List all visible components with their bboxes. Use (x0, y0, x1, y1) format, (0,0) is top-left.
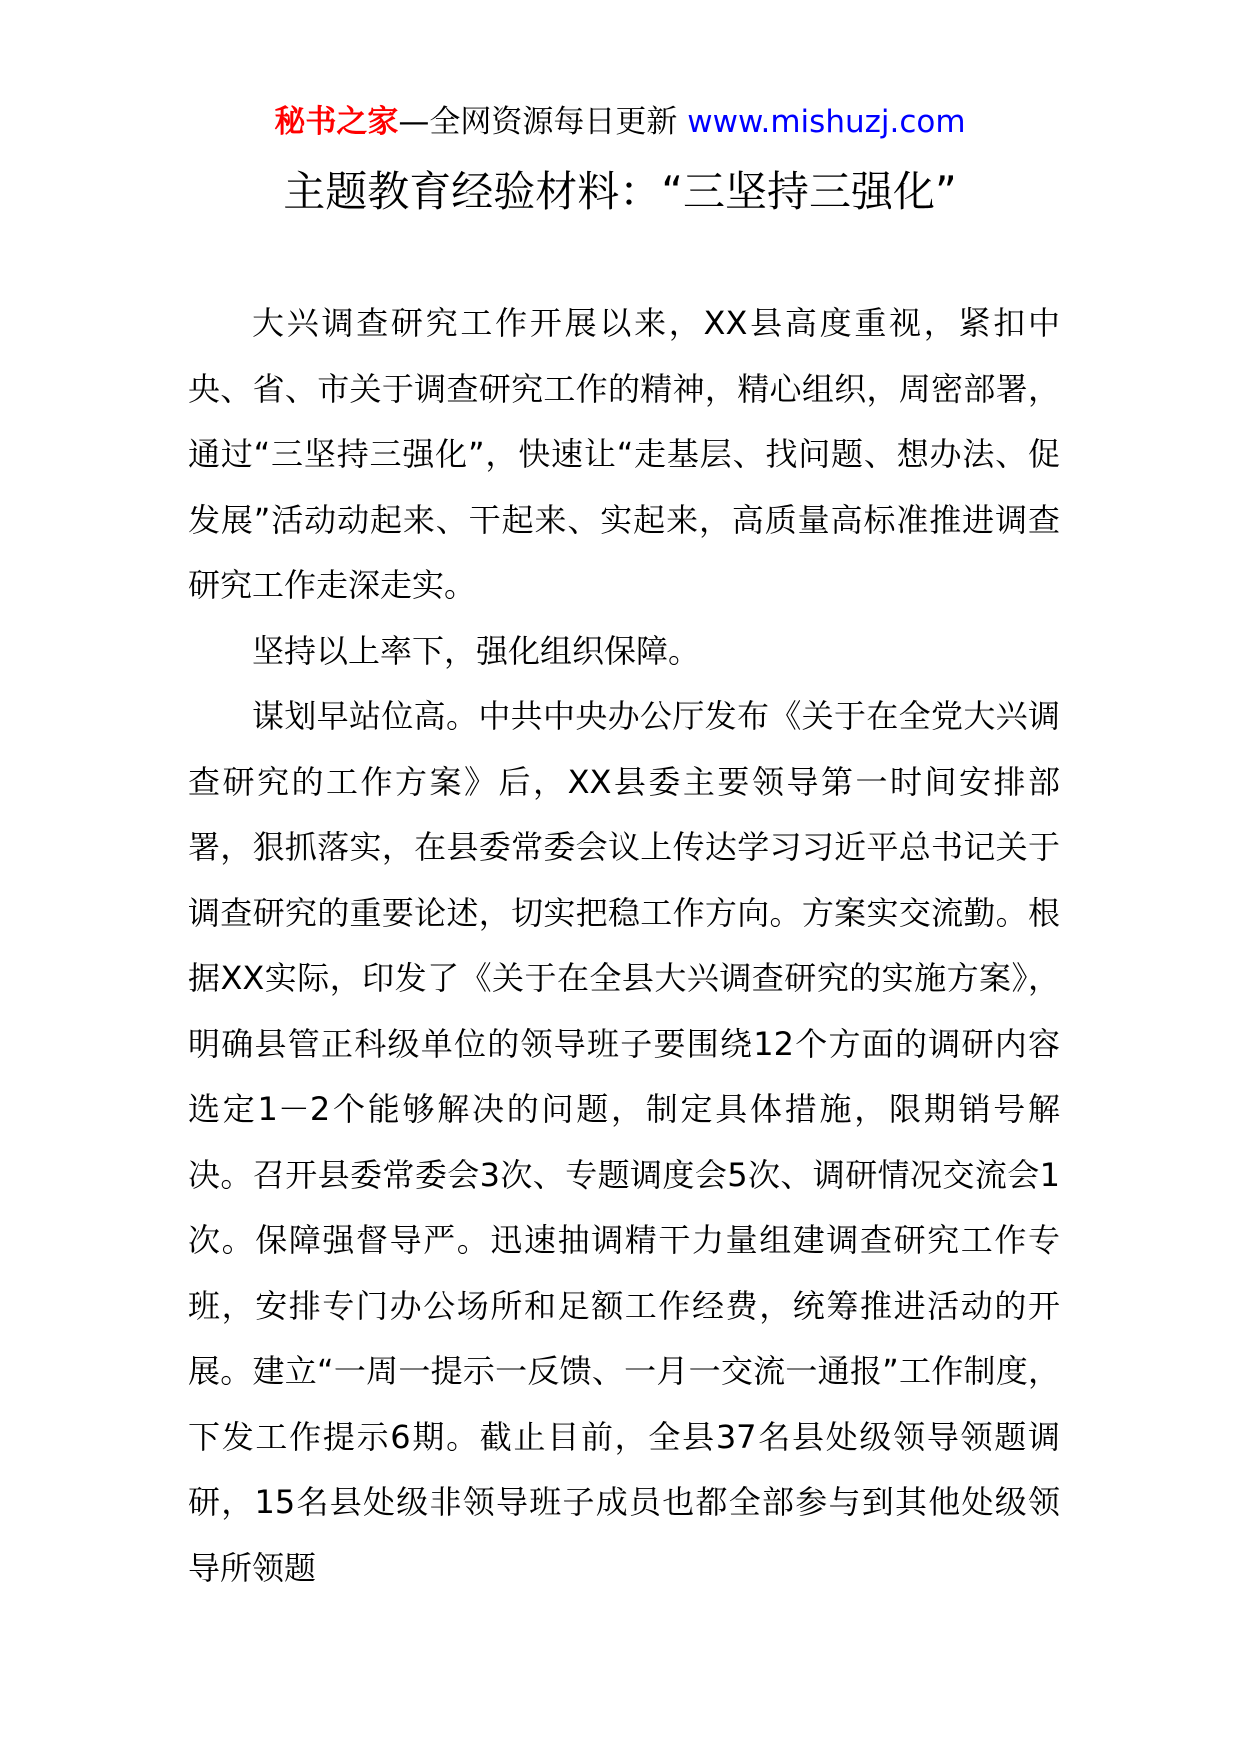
site-header (0, 100, 1240, 144)
document-title: 主题教育经验材料：“三坚持三强化” (283, 167, 957, 216)
site-url-link[interactable]: www.mishuzj.com (687, 104, 966, 140)
body-paragraph: 谋划早站位高。中共中央办公厅发布《关于在全党大兴调查研究的工作方案》后，XX县委主要领导第一时间安排部署，狠抓落实，在县委常委会议上传达学习习近平总书记关于调查研究的重要论述，切实把稳工作方向。方案实交流勤。根据XX实际，印发了《关于在全县大兴调查研究的实施方案》，明确县管正科级单位的领导班子要围绕12个方面的调研内容选定1－2个能够解决的问题，制定具体措施，限期销号解决。召开县委常委会3次、专题调度会5次、调研情况交流会1次。保障强督导严。迅速抽调精干力量组建调查研究工作专班，安排专门办公场所和足额工作经费，统筹推进活动的开展。建立“一周一提示一反馈、一月一交流一通报”工作制度，下发工作提示6期。截止目前，全县37名县处级领导领题调研，15名县处级非领导班子成员也都全部参与到其他处级领导所领题 (188, 697, 1060, 1587)
brand-name: 秘书之家 (274, 104, 399, 140)
header-tagline: —全网资源每日更新 (398, 104, 688, 140)
section-heading: 坚持以上率下，强化组织保障。 (252, 631, 701, 670)
intro-paragraph: 大兴调查研究工作开展以来，XX县高度重视，紧扣中央、省、市关于调查研究工作的精神，精心组织，周密部署，通过“三坚持三强化”，快速让“走基层、找问题、想办法、促发展”活动动起来、干起来、实起来，高质量高标准推进调查研究工作走深走实。 (188, 304, 1060, 604)
document-body (188, 291, 1060, 1601)
